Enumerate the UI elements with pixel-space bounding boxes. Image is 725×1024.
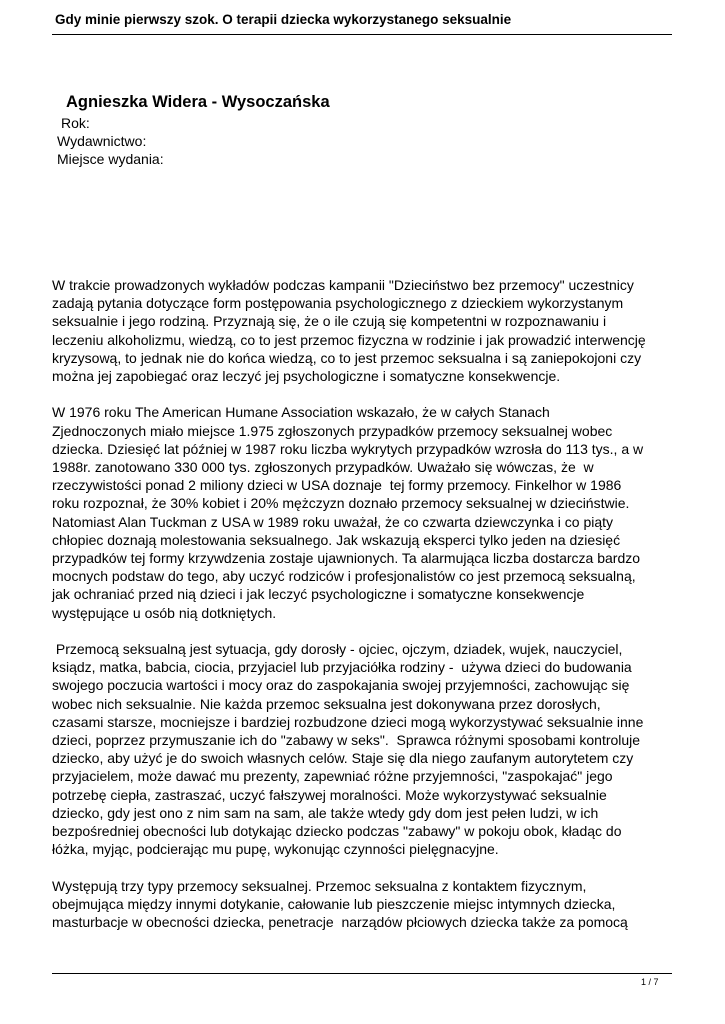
footer-divider — [52, 973, 672, 974]
year-label: Rok: — [61, 115, 90, 131]
paragraph-4 — [52, 877, 682, 932]
text-line: można jej zapobiegać oraz leczyć jej psychologiczne i somatyczne konsekwencje. — [52, 368, 561, 385]
article-body — [52, 276, 682, 949]
text-line: W trakcie prowadzonych wykładów podczas kampanii "Dzieciństwo bez przemocy" uczestnicy — [52, 277, 634, 293]
text-line: kryzysową, to jednak nie do końca wiedzą, co to jest przemoc seksualna i są zaniepokojoni czy — [52, 349, 642, 366]
text-line: mocnych podstaw do tego, aby uczyć rodziców i profesjonalistów co jest przemocą seksualną, — [52, 568, 636, 585]
text-line: roku rozpoznał, że 30% kobiet i 20% mężczyzn doznało przemocy seksualnej w dzieciństwie. — [52, 495, 630, 512]
text-line: chłopiec doznają molestowania seksualnego. Jak wskazują eksperci tylko jeden na dziesięć — [52, 531, 621, 548]
text-line: swojego poczucia wartości i mocy oraz do zaspokajania swojej przyjemności, zachowując się — [52, 677, 630, 694]
publisher-label: Wydawnictwo: — [57, 133, 147, 149]
text-line: dzieci, poprzez przymuszanie ich do "zabawy w seks". Sprawca różnymi sposobami kontroluje — [52, 732, 641, 749]
text-line: jak ochraniać przed nią dzieci i jak leczyć psychologiczne i somatyczne konsekwencje — [52, 586, 585, 603]
text-line: wobec nich seksualnie. Nie każda przemoc seksualna jest dokonywana przez dorosłych, — [52, 695, 601, 712]
text-line: leczeniu alkoholizmu, wiedzą, co to jest przemoc fizyczna w rodzinie i jak prowadzić interwencję — [52, 331, 646, 348]
text-line: czasami starsze, mocniejsze i bardziej rozbudzone dzieci mogą wykorzystywać seksualnie inne — [52, 713, 644, 730]
author-name: Agnieszka Widera - Wysoczańska — [66, 93, 330, 111]
text-line: dziecko, gdy jest ono z nim sam na sam, ale także wtedy gdy dom jest pełen ludzi, w ich — [52, 804, 599, 821]
text-line: przypadków tej formy krzywdzenia zostaje ujawnionych. Ta alarmująca liczba dostarcza bardzo — [52, 550, 641, 567]
text-line: Zjednoczonych miało miejsce 1.975 zgłoszonych przypadków przemocy seksualnej wobec — [52, 422, 613, 439]
text-line: masturbacje w obecności dziecka, penetracje narządów płciowych dziecka także za pomocą — [52, 914, 628, 931]
paragraph-3 — [52, 640, 682, 858]
paragraph-2 — [52, 403, 682, 621]
text-line: występujące u osób nią dotkniętych. — [52, 604, 277, 621]
text-line: zadają pytania dotyczące form postępowania psychologicznego z dzieckiem wykorzystanym — [52, 295, 624, 312]
text-line: Występują trzy typy przemocy seksualnej. Przemoc seksualna z kontaktem fizycznym, — [52, 877, 587, 894]
text-line: potrzebę ciepła, zastraszać, uczyć fałszywej moralności. Może wykorzystywać seksualnie — [52, 786, 607, 803]
text-line: ksiądz, matka, babcia, ciocia, przyjaciel lub przyjaciółka rodziny - używa dzieci do budowania — [52, 659, 632, 676]
text-line: seksualnie i jego rodziną. Przyznają się, że o ile czują się kompetentni w rozpoznawaniu i — [52, 313, 607, 330]
text-line: dziecko, aby użyć je do swoich własnych celów. Staje się dla niego zaufanym autorytetem czy — [52, 750, 634, 767]
header-divider — [52, 34, 672, 35]
document-header-title: Gdy minie pierwszy szok. O terapii dziecka wykorzystanego seksualnie — [55, 12, 512, 27]
text-line: Natomiast Alan Tuckman z USA w 1989 roku uważał, że co czwarta dziewczynka i co piąty — [52, 513, 614, 530]
text-line: przyjacielem, może dawać mu prezenty, zapewniać różne przyjemności, "zaspokajać" jego — [52, 768, 613, 785]
text-line: 1988r. zanotowano 330 000 tys. zgłoszonych przypadków. Uważało się wówczas, że w — [52, 459, 594, 476]
page-number: 1 / 7 — [641, 977, 659, 987]
text-line: obejmująca między innymi dotykanie, całowanie lub pieszczenie miejsc intymnych dziecka, — [52, 895, 616, 912]
text-line: Przemocą seksualną jest sytuacja, gdy dorosły - ojciec, ojczym, dziadek, wujek, nauczyciel, — [52, 641, 623, 658]
text-line: łóżka, myjąc, podcierając mu pupę, wykonując czynności pielęgnacyjne. — [52, 841, 499, 858]
text-line: dziecka. Dziesięć lat później w 1987 roku liczba wykrytych przypadków wzrosła do 113 tys., a w — [52, 440, 644, 457]
text-line: bezpośredniej obecności lub dotykając dziecko podczas "zabawy" w pokoju obok, kładąc do — [52, 823, 622, 840]
place-label: Miejsce wydania: — [57, 151, 164, 167]
text-line: W 1976 roku The American Humane Association wskazało, że w całych Stanach — [52, 404, 550, 421]
text-line: rzeczywistości ponad 2 miliony dzieci w USA doznaje tej formy przemocy. Finkelhor w 1986 — [52, 477, 622, 494]
paragraph-1 — [52, 276, 682, 385]
